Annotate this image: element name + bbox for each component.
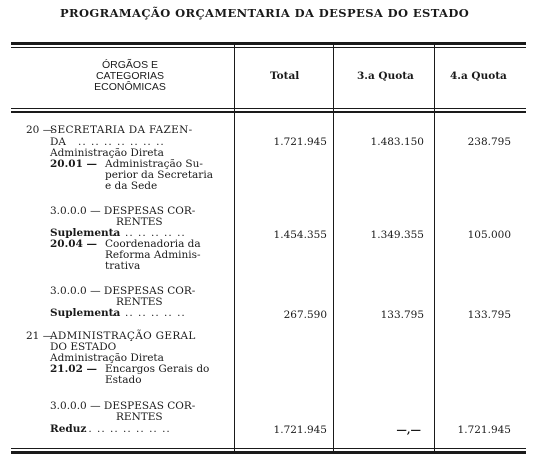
subunit-name: Estado [105,374,142,386]
header-line: ÓRGÃOS E [101,59,158,71]
header-line: CATEGORIAS [95,70,165,82]
quota-4-value: 133.795 [467,309,511,321]
quota-3-value: 1.483.150 [370,136,424,148]
category-label: 3.0.0.0 — DESPESAS COR- [50,285,196,297]
column-divider-3 [434,44,435,453]
subunit-code: 20.04 — [50,238,98,250]
column-divider-1 [234,44,235,453]
subunit-code: 20.01 — [50,158,98,170]
section-20-code: 20 — [26,124,54,136]
bottom-rule-thick [11,451,526,454]
section-21-code: 21 — [26,330,54,342]
header-total: Total [270,70,300,82]
subunit-name: Coordenadoria da [105,238,201,250]
category-label-cont: RENTES [116,216,163,228]
quota-3-value: —,— [396,424,421,436]
bottom-rule-thin [11,448,526,449]
total-value: 1.721.945 [273,424,327,436]
quota-4-value: 105.000 [467,229,511,241]
category-label-cont: RENTES [116,411,163,423]
top-rule-thin [11,47,526,48]
leader-dots: .. .. .. .. .. .. .. [84,423,171,435]
supplement-label: Suplementa [50,227,121,239]
header-quota-3: 3.a Quota [357,70,414,82]
quota-4-value: 1.721.945 [457,424,511,436]
total-value: 1.721.945 [273,136,327,148]
subunit-name: perior da Secretaria [105,169,213,181]
admin-direct: Administração Direta [50,147,164,159]
section-20-name: SECRETARIA DA FAZEN- [50,124,193,136]
admin-direct: Administração Direta [50,352,164,364]
leader-dots: .. .. .. .. .. .. [112,307,186,319]
quota-4-value: 238.795 [467,136,511,148]
subunit-name: Administração Su- [105,158,203,170]
header-organs-categories [60,60,200,93]
reduction-label: Reduz [50,423,87,435]
header-line: ECONÔMICAS [94,81,166,93]
section-21-name: ADMINISTRAÇÃO GERAL [50,330,196,342]
section-20-name-cont: DA [50,136,67,148]
page-title: PROGRAMAÇÃO ORÇAMENTARIA DA DESPESA DO ESTADO [60,6,470,20]
quota-3-value: 1.349.355 [370,229,424,241]
header-rule-thick [11,111,526,113]
category-label: 3.0.0.0 — DESPESAS COR- [50,400,196,412]
category-label-cont: RENTES [116,296,163,308]
leader-dots: .. .. .. .. .. .. .. [78,136,165,148]
subunit-code: 21.02 — [50,363,98,375]
supplement-label: Suplementa [50,307,121,319]
subunit-name: e da Sede [105,180,158,192]
subunit-name: Reforma Adminis- [105,249,201,261]
top-rule-thick [11,42,526,45]
total-value: 1.454.355 [273,229,327,241]
subunit-name: Encargos Gerais do [105,363,210,375]
column-divider-2 [333,44,334,453]
total-value: 267.590 [283,309,327,321]
quota-3-value: 133.795 [380,309,424,321]
section-21-name-cont: DO ESTADO [50,341,117,353]
subunit-name: trativa [105,260,141,272]
header-rule-thin [11,108,526,109]
header-quota-4: 4.a Quota [450,70,507,82]
leader-dots: .. .. .. .. .. .. [112,227,186,239]
category-label: 3.0.0.0 — DESPESAS COR- [50,205,196,217]
